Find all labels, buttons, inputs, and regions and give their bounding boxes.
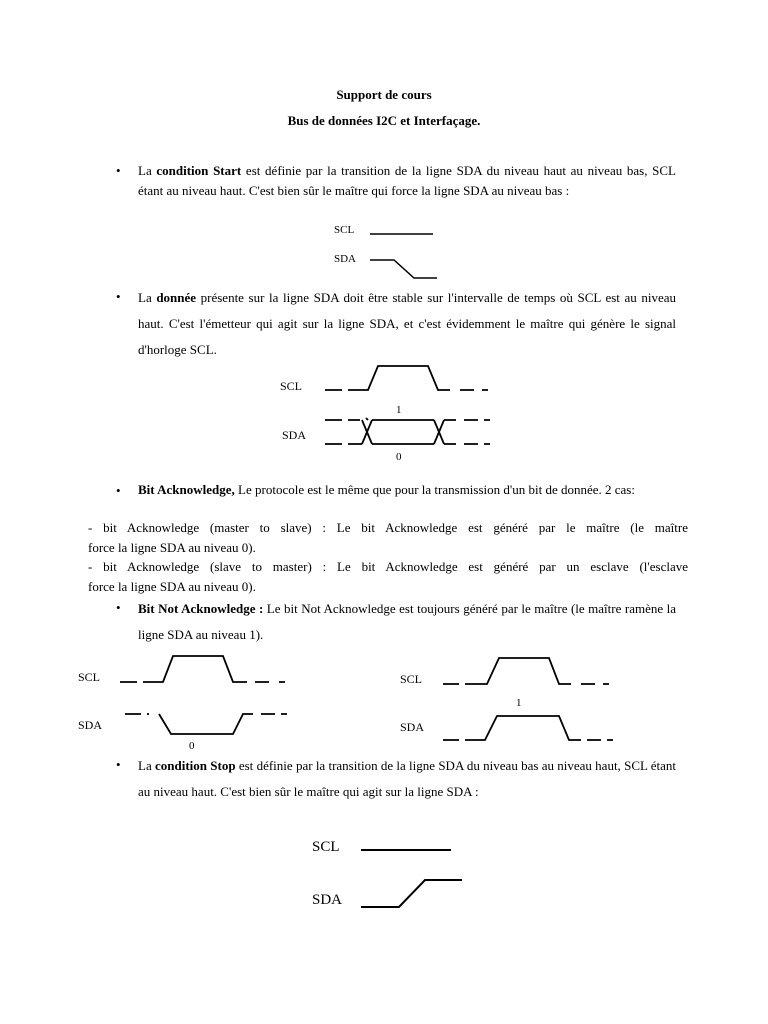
stop-paragraph [138,753,676,805]
ack-term: Bit Acknowledge, [138,482,235,497]
nack-right-scl-wave [443,658,609,684]
start-timing-diagram [360,226,450,282]
data-prefix: La [138,290,157,305]
data-term: donnée [156,290,197,305]
data-paragraph [138,285,676,363]
nack-paragraph [138,596,676,648]
bullet-marker: • [116,483,121,498]
start-sda-wave [370,260,437,278]
data-level-high: 1 [396,404,402,416]
bullet-marker: • [116,600,121,615]
nack-term: Bit Not Acknowledge : [138,601,264,616]
data-level-low: 0 [396,451,402,463]
nack-right-level: 1 [516,697,522,709]
start-scl-label: SCL [334,224,355,236]
stop-text: est définie par la transition de la ligne SDA du niveau bas au niveau haut, SCL étant au niveau haut. C'est bien sûr le maître qui agit sur la ligne SDA : [138,758,676,799]
nack-left-scl-label: SCL [78,670,101,684]
bullet-marker: • [116,757,121,772]
nack-right-sda-label: SDA [400,720,425,734]
stop-sda-wave [361,880,462,907]
page-title: Support de cours [336,87,432,102]
nack-left-timing-diagram [115,650,300,745]
ack-line-4: force la ligne SDA au niveau 0). [88,579,256,594]
stop-timing-diagram [355,838,470,914]
start-prefix: La [138,163,157,178]
stop-sda-label: SDA [312,892,343,908]
nack-right-sda-wave [443,716,613,740]
bullet-marker: • [116,289,121,304]
page-subtitle: Bus de données I2C et Interfaçage. [287,113,481,128]
nack-left-sda-wave [125,714,287,734]
data-text: présente sur la ligne SDA doit être stable sur l'intervalle de temps où SCL est au niveau haut. C'est l'émetteur qui agit sur la ligne SDA, et c'est évidemment le maître qui génère le signal d'horloge SCL. [138,290,676,357]
ack-line-2: force la ligne SDA au niveau 0). [88,540,256,555]
bullet-marker: • [116,163,121,178]
start-term: condition Start [156,163,242,178]
stop-term: condition Stop [155,758,236,773]
start-paragraph [138,161,676,201]
stop-scl-label: SCL [312,839,340,855]
nack-right-scl-label: SCL [400,672,423,686]
data-scl-label: SCL [280,379,303,393]
start-text: est définie par la transition de la ligne SDA du niveau haut au niveau bas, SCL étant au niveau haut. C'est bien sûr le maître qui force la ligne SDA au niveau bas : [138,163,677,198]
ack-line-1: - bit Acknowledge (master to slave) : Le bit Acknowledge est généré par le maître (le maître [88,520,688,535]
nack-left-sda-label: SDA [78,718,103,732]
data-scl-wave [325,366,488,390]
nack-text: Le bit Not Acknowledge est toujours généré par le maître (le maître ramène la ligne SDA au niveau 1). [138,601,676,642]
nack-left-level: 0 [189,740,195,752]
nack-left-scl-wave [120,656,285,682]
ack-line-3: - bit Acknowledge (slave to master) : Le bit Acknowledge est généré par un esclave (l'esclave [88,559,688,574]
data-sda-label: SDA [282,428,307,442]
data-timing-diagram [320,360,500,450]
start-sda-label: SDA [334,253,357,265]
ack-text: Le protocole est le même que pour la transmission d'un bit de donnée. 2 cas: [234,482,635,497]
ack-paragraph [138,480,676,500]
data-sda-wave [325,418,490,444]
stop-prefix: La [138,758,155,773]
nack-right-timing-diagram [435,650,620,745]
